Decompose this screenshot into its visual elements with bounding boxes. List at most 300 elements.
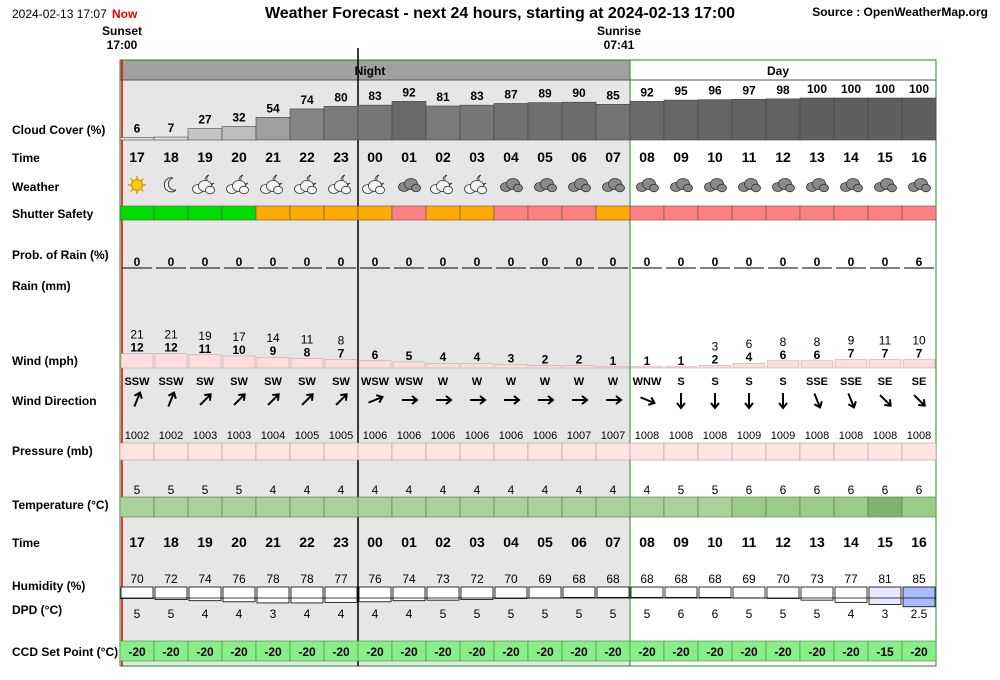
humidity-bar xyxy=(665,587,697,597)
ccd-value: -15 xyxy=(876,645,894,659)
wind-direction-label: W xyxy=(471,376,483,388)
time-label: 18 xyxy=(163,149,179,165)
temperature-cell xyxy=(766,497,800,517)
ccd-value: -20 xyxy=(638,645,656,659)
cloud-puff xyxy=(922,184,931,192)
wind-direction-label: W xyxy=(505,376,517,388)
wind-speed-value: 1 xyxy=(677,353,685,368)
night-label: Night xyxy=(354,64,386,78)
shutter-cell-unsafe xyxy=(494,206,528,220)
cloud-bar xyxy=(562,102,596,140)
wind-bar xyxy=(257,357,289,368)
time-label: 02 xyxy=(435,149,451,165)
dpd-value: 5 xyxy=(439,607,447,621)
cloud-value: 90 xyxy=(572,86,586,101)
temperature-value: 4 xyxy=(337,483,345,497)
time-label: 11 xyxy=(741,149,757,165)
arrow-shaft xyxy=(914,395,924,405)
temperature-value: 4 xyxy=(541,483,549,497)
ccd-value: -20 xyxy=(400,645,418,659)
wind-arrow-icon xyxy=(811,392,824,409)
wind-bar xyxy=(291,358,323,368)
pressure-cell xyxy=(290,443,324,460)
temperature-value: 4 xyxy=(405,483,413,497)
wind-speed-value: 10 xyxy=(232,343,246,357)
wind-gust-value: 8 xyxy=(813,334,821,349)
humidity-bar xyxy=(597,587,629,597)
rain-prob-value: 0 xyxy=(609,255,617,269)
rain-prob-value: 0 xyxy=(371,255,379,269)
arrow-shaft xyxy=(880,395,890,405)
temperature-cell xyxy=(664,497,698,517)
row-label-time: Time xyxy=(12,151,40,165)
wind-arrow-icon xyxy=(779,393,787,408)
time-label: 21 xyxy=(265,149,281,165)
cloud-bar xyxy=(392,101,426,140)
time-label-2: 19 xyxy=(197,534,213,550)
row-label-pressure: Pressure (mb) xyxy=(12,444,93,458)
ccd-value: -20 xyxy=(570,645,588,659)
ccd-value: -20 xyxy=(604,645,622,659)
ccd-value: -20 xyxy=(162,645,180,659)
pressure-cell xyxy=(868,443,902,460)
wind-speed-value: 6 xyxy=(813,347,821,362)
cloud-puff xyxy=(786,184,795,192)
time-label-2: 23 xyxy=(333,534,349,550)
rain-prob-value: 0 xyxy=(541,255,549,269)
ccd-value: -20 xyxy=(434,645,452,659)
humidity-bar xyxy=(291,587,323,603)
cloud-bar xyxy=(528,103,562,140)
cloud-puff xyxy=(820,184,829,192)
time-label-2: 10 xyxy=(707,534,723,550)
wind-bar xyxy=(801,361,833,368)
wind-speed-value: 7 xyxy=(881,346,889,361)
wind-direction-label: W xyxy=(539,376,551,388)
pressure-cell xyxy=(188,443,222,460)
rain-prob-value: 0 xyxy=(201,255,209,269)
pressure-value: 1006 xyxy=(362,430,388,442)
ccd-value: -20 xyxy=(842,645,860,659)
cloud-value: 100 xyxy=(806,82,828,96)
humidity-bar xyxy=(529,587,561,598)
temperature-cell xyxy=(426,497,460,517)
pressure-cell xyxy=(528,443,562,460)
rain-prob-value: 0 xyxy=(575,255,583,269)
cloud-value: 89 xyxy=(538,86,552,101)
pressure-value: 1005 xyxy=(328,430,354,442)
shutter-cell-unsafe xyxy=(766,206,800,220)
rain-prob-value: 0 xyxy=(133,255,141,269)
rain-prob-value: 0 xyxy=(813,255,821,269)
cloud-puff xyxy=(478,186,487,194)
cloud-puff xyxy=(888,184,897,192)
humidity-value: 72 xyxy=(164,572,178,586)
wind-bar xyxy=(223,356,255,368)
wind-direction-label: S xyxy=(779,376,787,388)
row-label-cloud: Cloud Cover (%) xyxy=(12,123,106,137)
time-label-2: 09 xyxy=(673,534,689,550)
dpd-value: 5 xyxy=(575,607,583,621)
ccd-value: -20 xyxy=(740,645,758,659)
wind-bar xyxy=(189,355,221,368)
ccd-value: -20 xyxy=(808,645,826,659)
row-label-weather: Weather xyxy=(12,180,60,194)
cloud-bar xyxy=(596,104,630,140)
humidity-value: 73 xyxy=(436,572,450,586)
shutter-cell-unsafe xyxy=(868,206,902,220)
humidity-bar xyxy=(359,587,391,602)
wind-gust-value: 21 xyxy=(130,327,144,342)
wind-bar xyxy=(359,361,391,368)
wind-direction-label: SSE xyxy=(839,376,863,388)
rain-prob-value: 0 xyxy=(167,255,175,269)
cloud-icon xyxy=(807,179,829,192)
humidity-value: 68 xyxy=(708,572,722,586)
cloud-value: 87 xyxy=(504,87,518,102)
time-label: 12 xyxy=(775,149,791,165)
rain-prob-value: 0 xyxy=(405,255,413,269)
cloud-bar xyxy=(800,98,834,140)
shutter-cell-safe xyxy=(120,206,154,220)
pressure-cell xyxy=(630,443,664,460)
ccd-value: -20 xyxy=(366,645,384,659)
cloud-puff xyxy=(274,186,283,194)
time-label-2: 01 xyxy=(401,534,417,550)
row-label-rain: Rain (mm) xyxy=(12,279,71,293)
wind-direction-label: SW xyxy=(332,376,350,388)
dpd-value: 5 xyxy=(643,607,651,621)
cloud-bar xyxy=(664,100,698,140)
shutter-cell-unsafe xyxy=(732,206,766,220)
cloud-bar xyxy=(120,137,154,140)
temperature-value: 4 xyxy=(439,483,447,497)
rain-prob-value: 0 xyxy=(269,255,277,269)
dpd-value: 5 xyxy=(473,607,481,621)
pressure-cell xyxy=(120,443,154,460)
pressure-value: 1008 xyxy=(906,430,932,442)
temperature-value: 4 xyxy=(473,483,481,497)
temperature-value: 4 xyxy=(303,483,311,497)
rain-prob-value: 0 xyxy=(507,255,515,269)
temperature-cell xyxy=(188,497,222,517)
pressure-value: 1002 xyxy=(158,430,184,442)
shutter-cell-caution xyxy=(324,206,358,220)
temperature-value: 5 xyxy=(677,483,685,497)
rain-prob-value: 0 xyxy=(881,255,889,269)
dpd-value: 3 xyxy=(269,607,277,621)
time-label-2: 15 xyxy=(877,534,893,550)
time-label: 03 xyxy=(469,149,485,165)
wind-gust-value: 9 xyxy=(847,333,855,348)
wind-speed-value: 2 xyxy=(541,352,549,367)
dpd-value: 5 xyxy=(541,607,549,621)
temperature-value: 5 xyxy=(201,483,209,497)
cloud-value: 32 xyxy=(232,110,246,125)
wind-direction-label: SW xyxy=(230,376,248,388)
wind-bar xyxy=(903,360,935,368)
cloud-puff xyxy=(514,184,523,192)
sun-icon xyxy=(128,176,146,194)
cloud-value: 74 xyxy=(300,92,314,107)
cloud-puff xyxy=(342,186,351,194)
time-label-2: 02 xyxy=(435,534,451,550)
pressure-value: 1006 xyxy=(396,430,422,442)
wind-arrow-icon xyxy=(711,393,719,408)
temperature-cell xyxy=(256,497,290,517)
wind-gust-value: 3 xyxy=(711,339,719,354)
dpd-value: 5 xyxy=(507,607,515,621)
humidity-bar xyxy=(393,587,425,601)
wind-bar xyxy=(869,360,901,368)
cloud-value: 92 xyxy=(640,85,654,100)
wind-speed-value: 7 xyxy=(915,346,923,361)
sun-disc xyxy=(132,180,143,191)
temperature-value: 6 xyxy=(915,483,923,497)
dpd-value: 5 xyxy=(133,607,141,621)
temperature-value: 4 xyxy=(269,483,277,497)
chart-title: Weather Forecast - next 24 hours, starting at 2024-02-13 17:00 xyxy=(264,5,736,22)
row-label-wind-dir: Wind Direction xyxy=(12,394,97,408)
time-label-2: 04 xyxy=(503,534,519,550)
pressure-value: 1008 xyxy=(838,430,864,442)
time-label-2: 21 xyxy=(265,534,281,550)
wind-bar xyxy=(155,354,187,368)
time-label-2: 22 xyxy=(299,534,315,550)
pressure-value: 1006 xyxy=(464,430,490,442)
dpd-value: 5 xyxy=(745,607,753,621)
dpd-value: 5 xyxy=(813,607,821,621)
rain-prob-value: 0 xyxy=(337,255,345,269)
humidity-value: 70 xyxy=(504,572,518,586)
humidity-value: 74 xyxy=(198,572,212,586)
humidity-bar xyxy=(495,587,527,599)
cloud-puff xyxy=(240,186,249,194)
shutter-cell-caution xyxy=(358,206,392,220)
cloud-puff xyxy=(412,184,421,192)
temperature-cell xyxy=(494,497,528,517)
wind-speed-value: 5 xyxy=(405,349,413,363)
temperature-value: 6 xyxy=(813,483,821,497)
wind-gust-value: 8 xyxy=(779,334,787,349)
pressure-cell xyxy=(358,443,392,460)
cloud-value: 80 xyxy=(334,90,348,105)
pressure-value: 1008 xyxy=(634,430,660,442)
wind-direction-label: S xyxy=(745,376,753,388)
humidity-value: 77 xyxy=(844,572,858,586)
wind-direction-label: SW xyxy=(298,376,316,388)
humidity-value: 85 xyxy=(912,572,926,586)
pressure-cell xyxy=(834,443,868,460)
temperature-cell xyxy=(596,497,630,517)
humidity-value: 68 xyxy=(606,572,620,586)
wind-arrow-icon xyxy=(911,392,927,408)
humidity-value: 77 xyxy=(334,572,348,586)
pressure-value: 1005 xyxy=(294,430,320,442)
humidity-value: 70 xyxy=(776,572,790,586)
shutter-cell-unsafe xyxy=(562,206,596,220)
cloud-icon xyxy=(875,179,897,192)
wind-direction-label: SSW xyxy=(124,376,150,388)
wind-arrow-icon xyxy=(677,393,685,408)
time-label: 14 xyxy=(843,149,859,165)
temperature-cell xyxy=(154,497,188,517)
shutter-cell-safe xyxy=(154,206,188,220)
cloud-value: 100 xyxy=(874,82,896,96)
pressure-value: 1006 xyxy=(532,430,558,442)
pressure-cell xyxy=(494,443,528,460)
time-label: 15 xyxy=(877,149,893,165)
temperature-value: 4 xyxy=(507,483,515,497)
temperature-cell xyxy=(324,497,358,517)
wind-speed-value: 4 xyxy=(473,350,481,365)
cloud-bar xyxy=(732,99,766,140)
dpd-value: 4 xyxy=(201,607,209,621)
wind-speed-value: 7 xyxy=(847,346,855,361)
cloud-bar xyxy=(630,101,664,140)
pressure-value: 1004 xyxy=(260,430,286,442)
dpd-value: 5 xyxy=(167,607,175,621)
wind-arrow-icon xyxy=(639,394,656,407)
shutter-cell-unsafe xyxy=(698,206,732,220)
wind-direction-label: W xyxy=(573,376,585,388)
pressure-cell xyxy=(664,443,698,460)
wind-bar xyxy=(835,360,867,368)
pressure-value: 1007 xyxy=(566,430,592,442)
time-label: 22 xyxy=(299,149,315,165)
humidity-bar xyxy=(189,587,221,601)
time-label: 09 xyxy=(673,149,689,165)
humidity-bar xyxy=(903,587,935,607)
dpd-value: 4 xyxy=(337,607,345,621)
cloud-value: 6 xyxy=(133,121,141,136)
wind-gust-value: 10 xyxy=(912,333,926,348)
sunset-label: Sunset xyxy=(101,24,143,38)
time-label: 23 xyxy=(333,149,349,165)
shutter-cell-caution xyxy=(460,206,494,220)
temperature-cell xyxy=(460,497,494,517)
pressure-value: 1006 xyxy=(430,430,456,442)
cloud-icon xyxy=(841,179,863,192)
cloud-puff xyxy=(548,184,557,192)
rain-prob-value: 6 xyxy=(915,255,923,269)
humidity-value: 68 xyxy=(640,572,654,586)
cloud-value: 83 xyxy=(368,89,382,104)
time-label-2: 12 xyxy=(775,534,791,550)
cloud-puff xyxy=(444,186,453,194)
time-label-2: 07 xyxy=(605,534,621,550)
cloud-icon xyxy=(909,179,931,192)
wind-direction-label: S xyxy=(677,376,685,388)
temperature-value: 4 xyxy=(609,483,617,497)
cloud-puff xyxy=(718,184,727,192)
time-label: 04 xyxy=(503,149,519,165)
time-label: 19 xyxy=(197,149,213,165)
cloud-value: 27 xyxy=(198,112,212,127)
day-label: Day xyxy=(766,64,790,78)
cloud-bar xyxy=(222,127,256,140)
temperature-cell xyxy=(222,497,256,517)
shutter-cell-unsafe xyxy=(664,206,698,220)
cloud-puff xyxy=(650,184,659,192)
shutter-cell-caution xyxy=(596,206,630,220)
ccd-value: -20 xyxy=(536,645,554,659)
humidity-value: 68 xyxy=(674,572,688,586)
pressure-value: 1007 xyxy=(600,430,626,442)
humidity-bar xyxy=(257,587,289,603)
ccd-value: -20 xyxy=(774,645,792,659)
temperature-value: 4 xyxy=(643,483,651,497)
humidity-bar xyxy=(631,587,663,597)
dpd-value: 4 xyxy=(235,607,243,621)
ccd-value: -20 xyxy=(502,645,520,659)
temperature-value: 6 xyxy=(745,483,753,497)
time-label-2: 05 xyxy=(537,534,553,550)
time-label-2: 17 xyxy=(129,534,145,550)
rain-prob-value: 0 xyxy=(677,255,685,269)
row-label-temperature: Temperature (°C) xyxy=(12,498,109,512)
temperature-cell xyxy=(358,497,392,517)
wind-gust-value: 19 xyxy=(198,328,212,343)
wind-bar xyxy=(325,360,357,368)
shutter-cell-caution xyxy=(290,206,324,220)
temperature-value: 4 xyxy=(371,483,379,497)
wind-speed-value: 3 xyxy=(507,351,515,366)
cloud-value: 95 xyxy=(674,84,688,99)
dpd-value: 6 xyxy=(711,607,719,621)
wind-speed-value: 12 xyxy=(130,340,144,355)
dpd-value: 4 xyxy=(405,607,413,621)
time-label-2: 18 xyxy=(163,534,179,550)
wind-speed-value: 9 xyxy=(269,344,277,359)
humidity-bar xyxy=(767,587,799,599)
cloud-bar xyxy=(324,106,358,140)
row-label-shutter: Shutter Safety xyxy=(12,207,94,221)
temperature-value: 5 xyxy=(133,483,141,497)
wind-direction-label: WNW xyxy=(632,376,662,388)
wind-direction-label: WSW xyxy=(360,376,390,388)
pressure-value: 1008 xyxy=(872,430,898,442)
wind-speed-value: 4 xyxy=(439,350,447,365)
pressure-cell xyxy=(800,443,834,460)
ccd-value: -20 xyxy=(332,645,350,659)
pressure-cell xyxy=(256,443,290,460)
pressure-cell xyxy=(324,443,358,460)
temperature-cell xyxy=(528,497,562,517)
time-label-2: 11 xyxy=(741,534,757,550)
shutter-cell-unsafe xyxy=(902,206,936,220)
time-label-2: 13 xyxy=(809,534,825,550)
temperature-cell xyxy=(698,497,732,517)
cloud-value: 100 xyxy=(908,82,930,96)
wind-speed-value: 1 xyxy=(643,353,651,368)
cloud-icon xyxy=(773,179,795,192)
row-label-rain-prob: Prob. of Rain (%) xyxy=(12,248,109,262)
temperature-value: 5 xyxy=(235,483,243,497)
wind-direction-label: SE xyxy=(911,376,927,388)
humidity-value: 70 xyxy=(130,572,144,586)
wind-direction-label: WSW xyxy=(394,376,424,388)
ccd-value: -20 xyxy=(910,645,928,659)
rain-prob-value: 0 xyxy=(711,255,719,269)
time-label-2: 20 xyxy=(231,534,247,550)
cloud-bar xyxy=(766,99,800,140)
time-label: 01 xyxy=(401,149,417,165)
rain-prob-value: 0 xyxy=(303,255,311,269)
cloud-puff xyxy=(582,184,591,192)
ccd-value: -20 xyxy=(196,645,214,659)
wind-speed-value: 6 xyxy=(779,347,787,362)
